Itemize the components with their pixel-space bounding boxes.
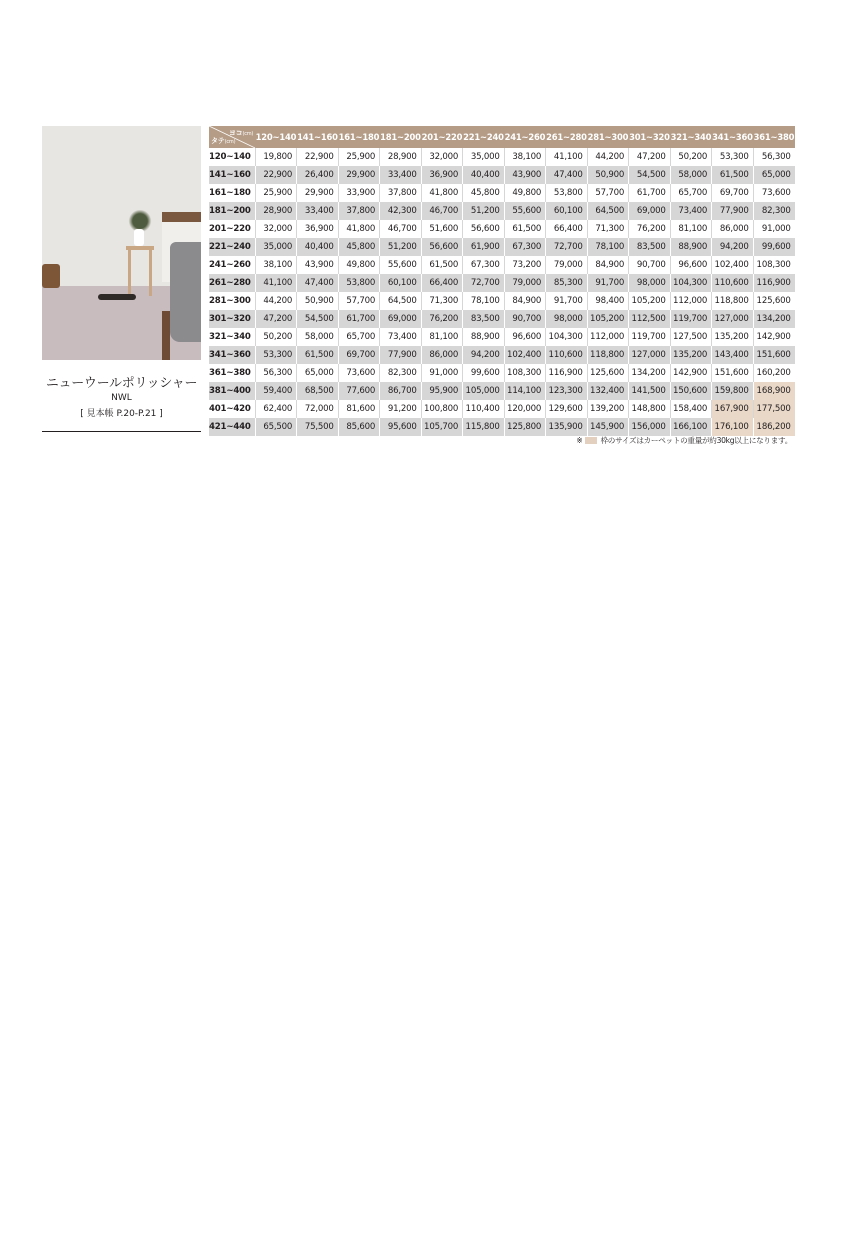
price-cell: 116,900	[753, 274, 795, 292]
table-row	[209, 220, 795, 238]
price-cell: 32,000	[421, 148, 463, 166]
price-cell: 54,500	[629, 166, 671, 184]
weight-note	[540, 435, 792, 446]
price-cell: 32,000	[255, 220, 297, 238]
price-cell: 148,800	[629, 400, 671, 418]
price-cell: 112,000	[587, 328, 629, 346]
price-cell: 61,500	[297, 346, 339, 364]
price-cell: 118,800	[587, 346, 629, 364]
table-row	[209, 310, 795, 328]
photo-bed-headboard	[162, 212, 201, 222]
price-cell: 38,100	[504, 148, 546, 166]
price-cell: 49,800	[504, 184, 546, 202]
price-cell: 66,400	[546, 220, 588, 238]
row-header: 421~440	[209, 418, 255, 436]
photo-blanket	[170, 242, 201, 342]
price-cell: 47,200	[629, 148, 671, 166]
row-header: 361~380	[209, 364, 255, 382]
price-cell: 98,400	[587, 292, 629, 310]
price-cell: 45,800	[338, 238, 380, 256]
price-cell: 28,900	[255, 202, 297, 220]
price-cell: 49,800	[338, 256, 380, 274]
price-cell: 25,900	[338, 148, 380, 166]
photo-slippers	[98, 294, 136, 300]
price-cell: 69,700	[712, 184, 754, 202]
price-cell: 67,300	[463, 256, 505, 274]
price-cell: 57,700	[587, 184, 629, 202]
price-cell: 150,600	[670, 382, 712, 400]
price-cell: 95,600	[380, 418, 422, 436]
column-header: 361~380	[753, 126, 795, 148]
price-cell: 110,600	[546, 346, 588, 364]
price-cell: 65,000	[753, 166, 795, 184]
price-cell: 57,700	[338, 292, 380, 310]
price-cell: 134,200	[629, 364, 671, 382]
price-cell: 135,900	[546, 418, 588, 436]
price-cell: 29,900	[297, 184, 339, 202]
price-cell: 123,300	[546, 382, 588, 400]
price-cell: 156,000	[629, 418, 671, 436]
price-cell: 86,700	[380, 382, 422, 400]
price-cell: 71,300	[587, 220, 629, 238]
row-header: 281~300	[209, 292, 255, 310]
note-color-swatch	[585, 437, 597, 444]
price-cell: 33,400	[297, 202, 339, 220]
price-cell: 78,100	[463, 292, 505, 310]
price-cell: 46,700	[421, 202, 463, 220]
price-cell: 129,600	[546, 400, 588, 418]
price-cell: 47,200	[255, 310, 297, 328]
price-cell: 83,500	[463, 310, 505, 328]
price-cell: 43,900	[504, 166, 546, 184]
price-cell: 143,400	[712, 346, 754, 364]
price-cell: 81,100	[670, 220, 712, 238]
price-cell: 98,000	[546, 310, 588, 328]
price-cell: 40,400	[463, 166, 505, 184]
price-cell: 51,600	[421, 220, 463, 238]
price-cell: 177,500	[753, 400, 795, 418]
price-cell: 105,200	[629, 292, 671, 310]
price-cell: 151,600	[753, 346, 795, 364]
price-cell: 41,100	[546, 148, 588, 166]
photo-bed-frame	[162, 311, 170, 360]
column-header: 301~320	[629, 126, 671, 148]
price-cell: 127,500	[670, 328, 712, 346]
price-cell: 64,500	[380, 292, 422, 310]
price-cell: 69,000	[629, 202, 671, 220]
price-cell: 53,300	[255, 346, 297, 364]
table-row	[209, 400, 795, 418]
column-header: 341~360	[712, 126, 754, 148]
price-cell: 73,600	[338, 364, 380, 382]
row-header: 161~180	[209, 184, 255, 202]
corner-horizontal-label: ヨコ(cm)	[228, 129, 254, 137]
price-cell: 91,000	[421, 364, 463, 382]
row-header: 181~200	[209, 202, 255, 220]
price-cell: 108,300	[753, 256, 795, 274]
price-cell: 53,800	[546, 184, 588, 202]
price-cell: 125,600	[753, 292, 795, 310]
price-cell: 19,800	[255, 148, 297, 166]
column-header: 141~160	[297, 126, 339, 148]
price-cell: 88,900	[463, 328, 505, 346]
price-cell: 36,900	[297, 220, 339, 238]
price-cell: 120,000	[504, 400, 546, 418]
column-header: 120~140	[255, 126, 297, 148]
price-cell: 88,900	[670, 238, 712, 256]
price-table-corner	[209, 126, 255, 148]
price-cell: 91,000	[753, 220, 795, 238]
price-cell: 119,700	[629, 328, 671, 346]
price-cell: 41,800	[338, 220, 380, 238]
table-row	[209, 148, 795, 166]
price-cell: 50,200	[670, 148, 712, 166]
price-cell: 167,900	[712, 400, 754, 418]
price-cell: 125,800	[504, 418, 546, 436]
price-cell: 118,800	[712, 292, 754, 310]
price-cell: 66,400	[421, 274, 463, 292]
price-cell: 26,400	[297, 166, 339, 184]
price-cell: 60,100	[380, 274, 422, 292]
price-cell: 29,900	[338, 166, 380, 184]
price-cell: 73,400	[670, 202, 712, 220]
price-cell: 91,700	[587, 274, 629, 292]
column-header: 281~300	[587, 126, 629, 148]
table-row	[209, 346, 795, 364]
price-cell: 75,500	[297, 418, 339, 436]
price-cell: 78,100	[587, 238, 629, 256]
row-header: 221~240	[209, 238, 255, 256]
price-cell: 56,300	[753, 148, 795, 166]
table-row	[209, 274, 795, 292]
price-cell: 125,600	[587, 364, 629, 382]
price-cell: 82,300	[380, 364, 422, 382]
price-cell: 76,200	[629, 220, 671, 238]
note-text: 枠のサイズはカーペットの重量が約30kg以上になります。	[600, 436, 792, 445]
row-header: 301~320	[209, 310, 255, 328]
price-cell: 82,300	[753, 202, 795, 220]
row-header: 141~160	[209, 166, 255, 184]
price-cell: 90,700	[504, 310, 546, 328]
price-cell: 77,900	[712, 202, 754, 220]
column-header: 261~280	[546, 126, 588, 148]
price-table	[209, 126, 795, 436]
price-cell: 77,900	[380, 346, 422, 364]
price-cell: 166,100	[670, 418, 712, 436]
table-row	[209, 166, 795, 184]
price-cell: 40,400	[297, 238, 339, 256]
price-cell: 135,200	[670, 346, 712, 364]
note-mark: ※	[576, 436, 583, 445]
price-cell: 64,500	[587, 202, 629, 220]
price-cell: 176,100	[712, 418, 754, 436]
price-cell: 99,600	[463, 364, 505, 382]
price-cell: 159,800	[712, 382, 754, 400]
price-cell: 110,400	[463, 400, 505, 418]
price-cell: 65,500	[255, 418, 297, 436]
price-cell: 98,000	[629, 274, 671, 292]
price-cell: 105,200	[587, 310, 629, 328]
row-header: 381~400	[209, 382, 255, 400]
price-cell: 84,900	[587, 256, 629, 274]
price-cell: 102,400	[712, 256, 754, 274]
price-cell: 91,200	[380, 400, 422, 418]
price-cell: 84,900	[504, 292, 546, 310]
price-cell: 33,400	[380, 166, 422, 184]
price-cell: 71,300	[421, 292, 463, 310]
price-cell: 135,200	[712, 328, 754, 346]
corner-vertical-label: タテ(cm)	[211, 137, 236, 145]
price-cell: 141,500	[629, 382, 671, 400]
price-cell: 69,700	[338, 346, 380, 364]
price-cell: 94,200	[712, 238, 754, 256]
table-row	[209, 184, 795, 202]
price-cell: 69,000	[380, 310, 422, 328]
price-cell: 50,900	[587, 166, 629, 184]
price-cell: 76,200	[421, 310, 463, 328]
column-header: 201~220	[421, 126, 463, 148]
price-cell: 105,700	[421, 418, 463, 436]
product-code: NWL	[111, 393, 132, 403]
product-name: ニューウールポリッシャー	[45, 376, 198, 391]
price-cell: 116,900	[546, 364, 588, 382]
price-cell: 73,200	[504, 256, 546, 274]
price-cell: 60,100	[546, 202, 588, 220]
photo-basket	[42, 264, 60, 288]
price-cell: 72,000	[297, 400, 339, 418]
price-cell: 110,600	[712, 274, 754, 292]
price-cell: 44,200	[587, 148, 629, 166]
price-cell: 37,800	[338, 202, 380, 220]
price-cell: 114,100	[504, 382, 546, 400]
price-cell: 37,800	[380, 184, 422, 202]
price-cell: 139,200	[587, 400, 629, 418]
price-cell: 151,600	[712, 364, 754, 382]
column-header: 161~180	[338, 126, 380, 148]
row-header: 341~360	[209, 346, 255, 364]
column-header: 241~260	[504, 126, 546, 148]
price-cell: 104,300	[670, 274, 712, 292]
price-cell: 100,800	[421, 400, 463, 418]
column-header: 321~340	[670, 126, 712, 148]
price-cell: 58,000	[297, 328, 339, 346]
price-cell: 65,700	[670, 184, 712, 202]
price-cell: 68,500	[297, 382, 339, 400]
price-cell: 132,400	[587, 382, 629, 400]
price-cell: 33,900	[338, 184, 380, 202]
product-photo	[42, 126, 201, 360]
price-cell: 43,900	[297, 256, 339, 274]
price-cell: 115,800	[463, 418, 505, 436]
price-cell: 127,000	[629, 346, 671, 364]
table-row	[209, 292, 795, 310]
table-row	[209, 238, 795, 256]
price-cell: 58,000	[670, 166, 712, 184]
price-cell: 67,300	[504, 238, 546, 256]
price-cell: 55,600	[504, 202, 546, 220]
price-cell: 35,000	[463, 148, 505, 166]
price-cell: 91,700	[546, 292, 588, 310]
price-cell: 61,500	[421, 256, 463, 274]
price-cell: 56,600	[421, 238, 463, 256]
price-cell: 104,300	[546, 328, 588, 346]
column-header: 181~200	[380, 126, 422, 148]
price-cell: 168,900	[753, 382, 795, 400]
table-row	[209, 418, 795, 436]
price-cell: 85,300	[546, 274, 588, 292]
price-cell: 77,600	[338, 382, 380, 400]
photo-side-table	[126, 246, 154, 296]
price-cell: 96,600	[670, 256, 712, 274]
price-cell: 96,600	[504, 328, 546, 346]
price-cell: 86,000	[712, 220, 754, 238]
price-cell: 112,000	[670, 292, 712, 310]
row-header: 401~420	[209, 400, 255, 418]
price-cell: 56,600	[463, 220, 505, 238]
price-cell: 42,300	[380, 202, 422, 220]
price-cell: 51,200	[380, 238, 422, 256]
price-cell: 73,400	[380, 328, 422, 346]
price-cell: 41,100	[255, 274, 297, 292]
product-divider	[42, 431, 201, 432]
price-cell: 158,400	[670, 400, 712, 418]
column-header: 221~240	[463, 126, 505, 148]
price-cell: 50,200	[255, 328, 297, 346]
price-cell: 35,000	[255, 238, 297, 256]
table-row	[209, 364, 795, 382]
table-row	[209, 328, 795, 346]
price-cell: 59,400	[255, 382, 297, 400]
photo-vase	[134, 229, 144, 246]
product-reference: [ 見本帳 P.20-P.21 ]	[80, 409, 163, 419]
row-header: 321~340	[209, 328, 255, 346]
table-row	[209, 256, 795, 274]
price-cell: 81,100	[421, 328, 463, 346]
price-cell: 55,600	[380, 256, 422, 274]
price-cell: 79,000	[504, 274, 546, 292]
price-cell: 51,200	[463, 202, 505, 220]
price-cell: 72,700	[546, 238, 588, 256]
price-cell: 50,900	[297, 292, 339, 310]
price-cell: 186,200	[753, 418, 795, 436]
price-cell: 44,200	[255, 292, 297, 310]
price-cell: 134,200	[753, 310, 795, 328]
price-cell: 102,400	[504, 346, 546, 364]
price-cell: 145,900	[587, 418, 629, 436]
price-cell: 56,300	[255, 364, 297, 382]
price-cell: 105,000	[463, 382, 505, 400]
price-cell: 90,700	[629, 256, 671, 274]
price-cell: 94,200	[463, 346, 505, 364]
price-cell: 108,300	[504, 364, 546, 382]
price-cell: 119,700	[670, 310, 712, 328]
price-cell: 95,900	[421, 382, 463, 400]
price-cell: 99,600	[753, 238, 795, 256]
price-cell: 142,900	[670, 364, 712, 382]
price-cell: 86,000	[421, 346, 463, 364]
row-header: 261~280	[209, 274, 255, 292]
price-cell: 142,900	[753, 328, 795, 346]
row-header: 120~140	[209, 148, 255, 166]
price-cell: 54,500	[297, 310, 339, 328]
row-header: 201~220	[209, 220, 255, 238]
price-cell: 73,600	[753, 184, 795, 202]
price-table-header	[209, 126, 795, 148]
price-cell: 47,400	[546, 166, 588, 184]
price-cell: 53,800	[338, 274, 380, 292]
price-cell: 65,000	[297, 364, 339, 382]
price-cell: 53,300	[712, 148, 754, 166]
price-cell: 61,500	[504, 220, 546, 238]
price-cell: 72,700	[463, 274, 505, 292]
price-cell: 81,600	[338, 400, 380, 418]
price-cell: 22,900	[297, 148, 339, 166]
price-cell: 61,500	[712, 166, 754, 184]
table-row	[209, 202, 795, 220]
table-row	[209, 382, 795, 400]
price-cell: 79,000	[546, 256, 588, 274]
price-cell: 85,600	[338, 418, 380, 436]
price-cell: 160,200	[753, 364, 795, 382]
price-cell: 22,900	[255, 166, 297, 184]
price-cell: 112,500	[629, 310, 671, 328]
price-cell: 25,900	[255, 184, 297, 202]
price-cell: 47,400	[297, 274, 339, 292]
price-cell: 28,900	[380, 148, 422, 166]
price-cell: 65,700	[338, 328, 380, 346]
price-cell: 127,000	[712, 310, 754, 328]
price-cell: 62,400	[255, 400, 297, 418]
price-cell: 83,500	[629, 238, 671, 256]
price-cell: 46,700	[380, 220, 422, 238]
price-cell: 61,700	[629, 184, 671, 202]
price-cell: 36,900	[421, 166, 463, 184]
price-cell: 61,700	[338, 310, 380, 328]
price-cell: 41,800	[421, 184, 463, 202]
price-cell: 38,100	[255, 256, 297, 274]
price-cell: 45,800	[463, 184, 505, 202]
price-cell: 61,900	[463, 238, 505, 256]
row-header: 241~260	[209, 256, 255, 274]
